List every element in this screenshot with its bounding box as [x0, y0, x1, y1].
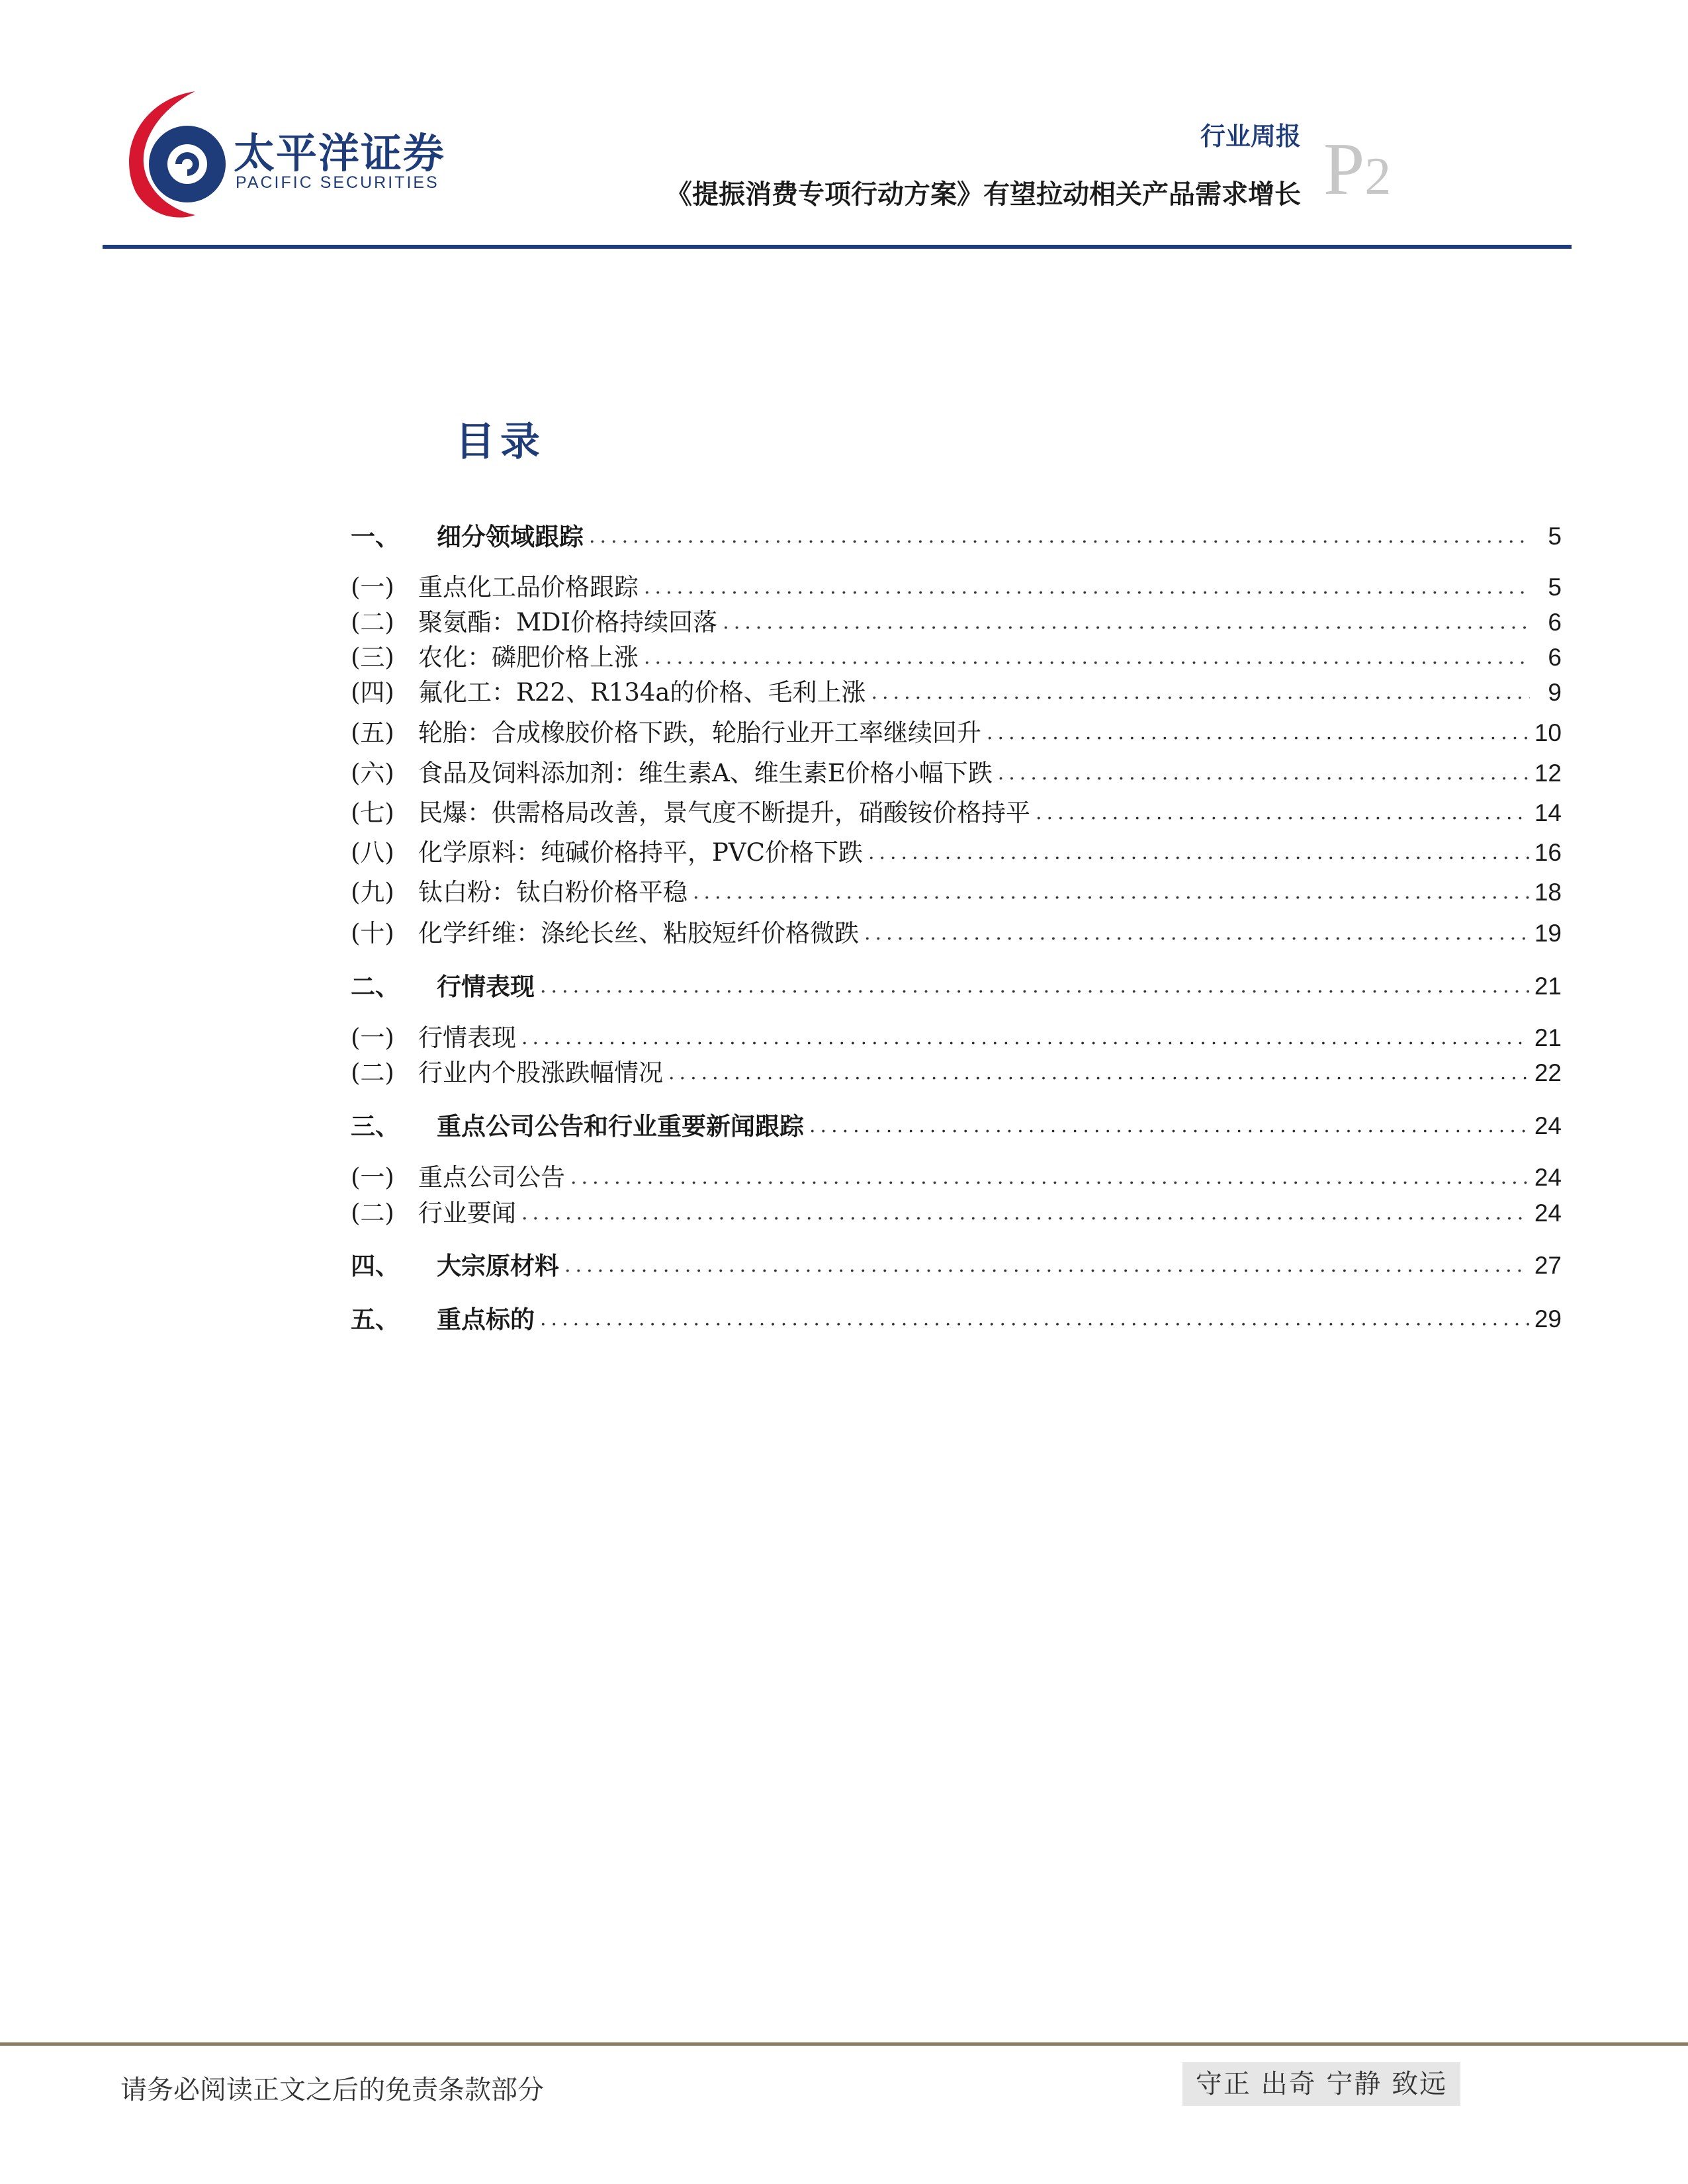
toc-entry-number: (六) — [351, 759, 394, 787]
toc-entry-number: (二) — [351, 1199, 394, 1227]
toc-leader-dots — [644, 570, 1530, 605]
toc-entry-page: 29 — [1534, 1305, 1562, 1332]
toc-entry[interactable] — [351, 676, 1562, 710]
toc-entry[interactable] — [351, 640, 1562, 675]
footer-divider — [0, 2042, 1688, 2046]
toc-entry-page: 27 — [1534, 1252, 1562, 1279]
toc-entry-page: 9 — [1548, 679, 1562, 706]
toc-entry-title: 大宗原材料 — [437, 1251, 559, 1280]
toc-entry-number: (十) — [351, 919, 394, 947]
toc-entry-number: (八) — [351, 838, 394, 867]
toc-entry-page: 6 — [1548, 609, 1562, 636]
toc-entry[interactable] — [351, 1021, 1562, 1055]
toc-leader-dots — [871, 676, 1530, 710]
toc-leader-dots — [1036, 796, 1529, 830]
toc-entry-title: 行业要闻 — [418, 1199, 516, 1227]
toc-leader-dots — [668, 1056, 1529, 1090]
brand-name-en: PACIFIC SECURITIES — [236, 173, 439, 192]
toc-entry-page: 12 — [1534, 760, 1562, 787]
toc-leader-dots — [540, 1302, 1529, 1336]
toc-entry-title: 行情表现 — [437, 972, 535, 1001]
toc-leader-dots — [693, 875, 1529, 910]
toc-entry[interactable] — [351, 716, 1562, 750]
toc-entry-title: 钛白粉：钛白粉价格平稳 — [418, 878, 688, 906]
toc-heading: 目录 — [455, 419, 545, 465]
toc-entry[interactable] — [351, 1109, 1562, 1143]
toc-entry-number: (一) — [351, 1024, 394, 1052]
footer-disclaimer: 请务必阅读正文之后的免责条款部分 — [120, 2075, 544, 2105]
toc-entry-number: 四、 — [351, 1251, 400, 1280]
toc-entry-title: 民爆：供需格局改善，景气度不断提升，硝酸铵价格持平 — [418, 799, 1030, 827]
toc-entry[interactable] — [351, 836, 1562, 870]
toc-entry[interactable] — [351, 875, 1562, 910]
pacific-securities-logo — [116, 86, 228, 218]
toc-entry-number: (九) — [351, 878, 394, 906]
toc-entry-number: (一) — [351, 1163, 394, 1192]
toc-leader-dots — [589, 519, 1530, 554]
toc-leader-dots — [564, 1248, 1529, 1283]
toc-entry-title: 化学原料：纯碱价格持平，PVC价格下跌 — [418, 838, 863, 867]
toc-leader-dots — [570, 1160, 1529, 1195]
page-number-value: 2 — [1364, 148, 1392, 206]
toc-entry[interactable] — [351, 519, 1562, 554]
toc-entry-title: 重点标的 — [437, 1305, 535, 1334]
toc-entry-title: 聚氨酯：MDI价格持续回落 — [418, 608, 718, 636]
report-title: 《提振消费专项行动方案》有望拉动相关产品需求增长 — [666, 179, 1301, 210]
page-number — [1323, 128, 1392, 210]
toc-entry[interactable] — [351, 1160, 1562, 1195]
toc-leader-dots — [723, 605, 1530, 640]
toc-entry-title: 氟化工：R22、R134a的价格、毛利上涨 — [418, 678, 866, 707]
toc-entry-page: 24 — [1534, 1164, 1562, 1191]
toc-leader-dots — [644, 640, 1530, 675]
toc-entry-title: 重点公司公告和行业重要新闻跟踪 — [437, 1112, 804, 1141]
toc-entry-number: (四) — [351, 678, 394, 707]
brand-name-cn: 太平洋证券 — [234, 129, 446, 177]
toc-entry-number: 三、 — [351, 1112, 400, 1141]
toc-entry-page: 21 — [1534, 973, 1562, 1000]
toc-entry-title: 重点化工品价格跟踪 — [418, 573, 639, 601]
toc-entry[interactable] — [351, 1056, 1562, 1090]
toc-entry-number: (五) — [351, 719, 394, 747]
toc-entry[interactable] — [351, 916, 1562, 951]
toc-leader-dots — [998, 756, 1529, 791]
toc-leader-dots — [868, 836, 1529, 870]
toc-leader-dots — [864, 916, 1529, 951]
toc-leader-dots — [540, 969, 1529, 1004]
toc-entry-page: 22 — [1534, 1059, 1562, 1086]
header-divider — [103, 245, 1572, 249]
toc-entry-page: 21 — [1534, 1024, 1562, 1051]
report-type: 行业周报 — [1200, 121, 1301, 151]
toc-entry[interactable] — [351, 969, 1562, 1004]
footer-motto: 守正 出奇 宁静 致远 — [1182, 2062, 1460, 2106]
toc-entry[interactable] — [351, 756, 1562, 791]
toc-entry-number: (三) — [351, 643, 394, 672]
toc-entry[interactable] — [351, 570, 1562, 605]
toc-entry-title: 行情表现 — [418, 1024, 516, 1052]
toc-entry-page: 6 — [1548, 644, 1562, 671]
toc-entry-number: 一、 — [351, 522, 400, 551]
toc-entry-title: 轮胎：合成橡胶价格下跌，轮胎行业开工率继续回升 — [418, 719, 981, 747]
toc-entry-page: 18 — [1534, 879, 1562, 906]
toc-entry-title: 农化：磷肥价格上涨 — [418, 643, 639, 672]
toc-entry[interactable] — [351, 1248, 1562, 1283]
toc-entry-number: (七) — [351, 799, 394, 827]
toc-entry[interactable] — [351, 1196, 1562, 1231]
toc-leader-dots — [987, 716, 1529, 750]
toc-entry-title: 行业内个股涨跌幅情况 — [418, 1059, 663, 1087]
toc-entry[interactable] — [351, 605, 1562, 640]
toc-entry-page: 5 — [1548, 574, 1562, 601]
toc-entry-page: 14 — [1534, 799, 1562, 826]
toc-entry-page: 16 — [1534, 839, 1562, 866]
toc-leader-dots — [521, 1196, 1529, 1231]
toc-entry-title: 化学纤维：涤纶长丝、粘胶短纤价格微跌 — [418, 919, 859, 947]
page-number-prefix: P — [1323, 128, 1365, 210]
toc-entry-number: (二) — [351, 1059, 394, 1087]
toc-entry-number: 五、 — [351, 1305, 400, 1334]
toc-entry-page: 24 — [1534, 1200, 1562, 1227]
toc-entry-title: 细分领域跟踪 — [437, 522, 584, 551]
toc-entry[interactable] — [351, 1302, 1562, 1336]
toc-entry-page: 10 — [1534, 719, 1562, 746]
toc-entry-number: (二) — [351, 608, 394, 636]
toc-entry-page: 19 — [1534, 920, 1562, 947]
toc-entry-number: 二、 — [351, 972, 400, 1001]
toc-entry[interactable] — [351, 796, 1562, 830]
toc-entry-page: 5 — [1548, 523, 1562, 550]
toc-leader-dots — [809, 1109, 1529, 1143]
toc-entry-title: 重点公司公告 — [418, 1163, 565, 1192]
toc-entry-page: 24 — [1534, 1112, 1562, 1139]
toc-entry-title: 食品及饲料添加剂：维生素A、维生素E价格小幅下跌 — [418, 759, 993, 787]
toc-leader-dots — [521, 1021, 1529, 1055]
toc-entry-number: (一) — [351, 573, 394, 601]
